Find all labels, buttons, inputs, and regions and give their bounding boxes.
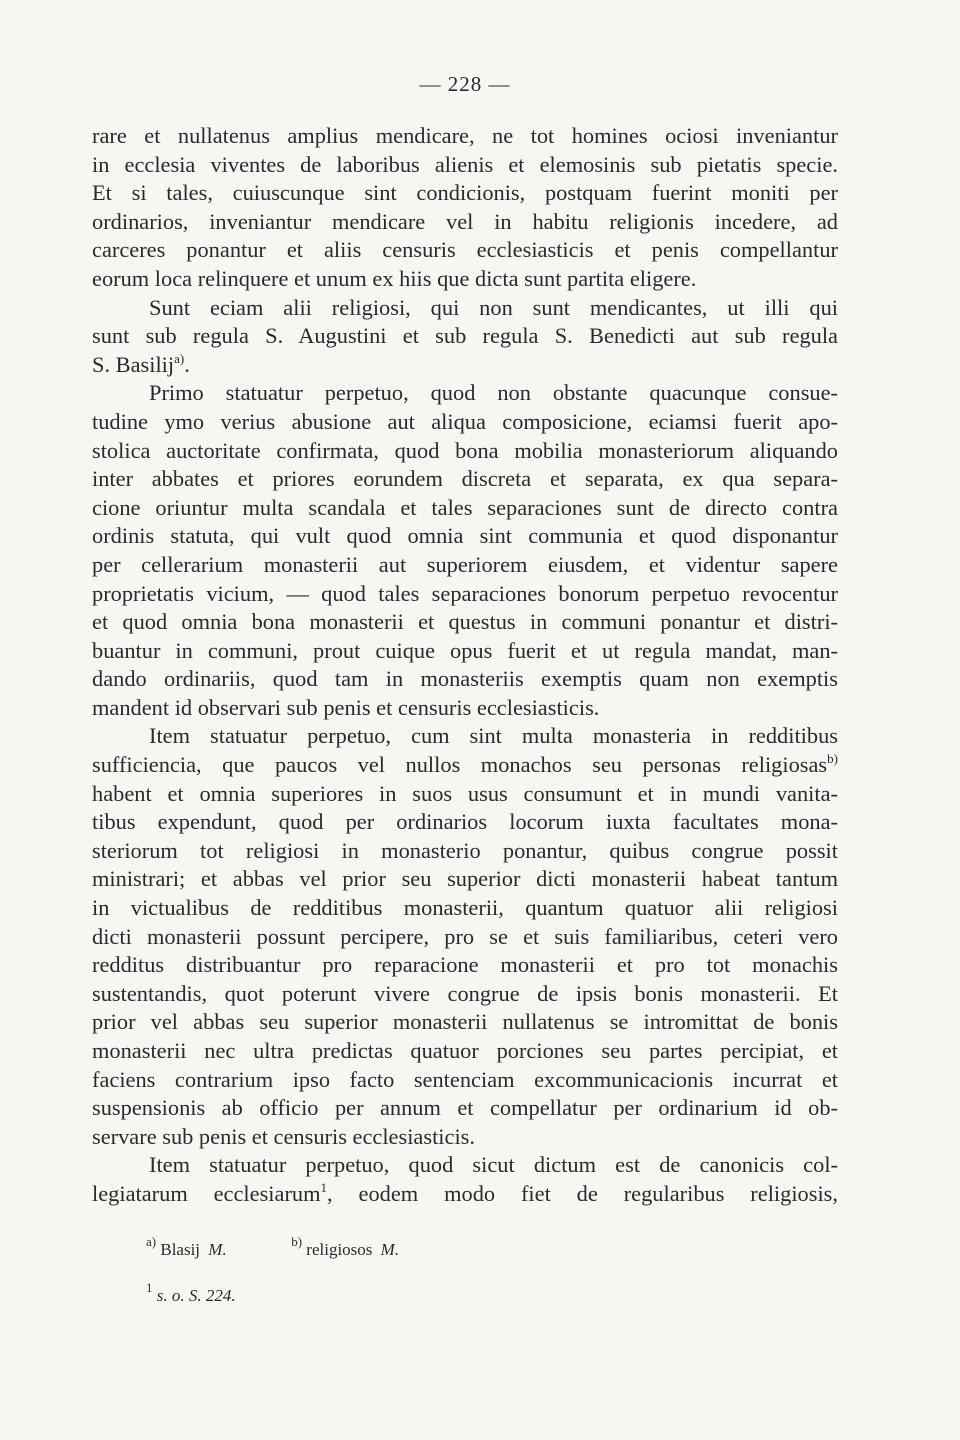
footnote-1-text: s. o. S. 224. <box>156 1286 236 1305</box>
line-text: dando ordinariis, quod tam in monasteriis exemptis quam non exemptis <box>92 666 838 692</box>
line-text: inter abbates et priores eorundem discreta et separata, ex qua separa- <box>92 466 838 492</box>
line-text: sustentandis, quot poterunt vivere congrue de ipsis bonis monasterii. Et <box>92 980 838 1006</box>
line-text: suspensionis ab officio per annum et compellatur per ordinarium id ob- <box>92 1095 838 1121</box>
line-text: Item statuatur perpetuo, quod sicut dictum est de canonicis col- <box>149 1152 838 1178</box>
line-text: tibus expendunt, quod per ordinarios locorum iuxta facultates mona- <box>92 809 838 835</box>
line-text: sufficiencia, que paucos vel nullos monachos seu personas religiosas <box>92 752 828 778</box>
text-line <box>92 580 838 609</box>
text-line <box>92 1180 838 1209</box>
line-text: carceres ponantur et aliis censuris ecclesiasticis et penis compellantur <box>92 237 838 263</box>
footnote-row-letters <box>146 1234 403 1260</box>
line-text: per cellerarium monasterii aut superiorem eiusdem, et videntur sapere <box>92 551 838 577</box>
line-text: mandent id observari sub penis et censuris ecclesiasticis. <box>92 694 600 720</box>
line-text: prior vel abbas seu superior monasterii nullatenus se intromittat de bonis <box>92 1009 838 1035</box>
line-text: dicti monasterii possunt percipere, pro se et suis familiaribus, ceteri vero <box>92 923 838 949</box>
line-text: buantur in communi, prout cuique opus fuerit et ut regula mandat, man- <box>92 637 838 663</box>
text-line <box>92 665 838 694</box>
line-tail: , eodem modo fiet de regularibus religiosis, <box>327 1180 838 1206</box>
text-line <box>92 208 838 237</box>
text-line <box>92 437 838 466</box>
text-line <box>92 122 838 151</box>
line-text: ordinarios, inveniantur mendicare vel in habitu religionis incedere, ad <box>92 208 838 234</box>
text-line <box>92 865 838 894</box>
text-line <box>92 408 838 437</box>
text-line <box>92 751 838 780</box>
line-text: monasterii nec ultra predictas quatuor porciones seu partes percipiat, et <box>92 1038 838 1063</box>
text-line <box>92 351 838 380</box>
footnote-a-source: M. <box>208 1240 227 1259</box>
line-text: in victualibus de redditibus monasterii, quantum quatuor alii religiosi <box>92 895 838 921</box>
text-line <box>92 808 838 837</box>
text-line <box>92 894 838 923</box>
footnote-ref: 1 <box>320 1179 328 1195</box>
footnote-a-text: Blasij <box>160 1240 201 1259</box>
text-line <box>92 1066 838 1095</box>
text-line <box>92 1008 838 1037</box>
footnote-row-numbers <box>146 1280 403 1306</box>
text-line <box>92 379 838 408</box>
text-line <box>92 151 838 180</box>
footnote-1-marker: 1 <box>146 1280 153 1295</box>
line-text: proprietatis vicium, — quod tales separaciones bonorum perpetuo revocentur <box>92 580 838 606</box>
footnote-ref: a) <box>174 350 185 366</box>
text-line <box>92 923 838 952</box>
line-text: redditus distribuantur pro reparacione monasterii et pro tot monachis <box>92 952 838 978</box>
text-line <box>92 780 838 809</box>
text-line <box>92 551 838 580</box>
line-text: Sunt eciam alii religiosi, qui non sunt mendicantes, ut illi qui <box>149 294 838 320</box>
page-number: — 228 — <box>419 72 511 96</box>
line-text: ministrari; et abbas vel prior seu superior dicti monasterii habeat tantum <box>92 866 838 892</box>
text-line <box>92 265 838 294</box>
line-text: rare et nullatenus amplius mendicare, ne tot homines ociosi inveniantur <box>92 123 838 148</box>
footnote-b-source: M. <box>380 1240 400 1259</box>
line-text: ordinis statuta, qui vult quod omnia sint communia et quod disponantur <box>92 523 838 549</box>
line-text: faciens contrarium ipso facto sentenciam excommunicacionis incurrat et <box>92 1066 838 1092</box>
text-line <box>92 1094 838 1123</box>
text-line <box>92 722 838 751</box>
text-line <box>92 322 838 351</box>
line-text: legiatarum ecclesiarum <box>92 1180 321 1206</box>
line-text: habent et omnia superiores in suos usus consumunt et in mundi vanita- <box>92 780 838 806</box>
line-text: Primo statuatur perpetuo, quod non obstante quacunque consue- <box>149 380 838 406</box>
text-line <box>92 522 838 551</box>
footnote-b-marker: b) <box>291 1234 303 1249</box>
text-line <box>92 1123 838 1152</box>
text-line <box>92 294 838 323</box>
footnote-b-text: religiosos <box>306 1240 373 1259</box>
text-line <box>92 236 838 265</box>
line-tail: . <box>184 351 190 377</box>
line-text: et quod omnia bona monasterii et questus in communi ponantur et distri- <box>92 609 838 635</box>
text-line <box>92 951 838 980</box>
footnotes <box>146 1234 403 1332</box>
line-text: eorum loca relinquere et unum ex hiis que dicta sunt partita eligere. <box>92 265 697 291</box>
line-text: servare sub penis et censuris ecclesiasticis. <box>92 1123 475 1149</box>
text-line <box>92 694 838 723</box>
text-line <box>92 1151 838 1180</box>
footnote-ref: b) <box>827 751 838 767</box>
text-line <box>92 980 838 1009</box>
footnote-a-marker: a) <box>146 1234 157 1249</box>
line-text: Item statuatur perpetuo, cum sint multa monasteria in redditibus <box>149 723 838 749</box>
line-text: sunt sub regula S. Augustini et sub regula S. Benedicti aut sub regula <box>92 323 838 349</box>
text-line <box>92 494 838 523</box>
line-text: S. Basilij <box>92 351 175 377</box>
text-line <box>92 465 838 494</box>
text-line <box>92 608 838 637</box>
line-text: steriorum tot religiosi in monasterio ponantur, quibus congrue possit <box>92 837 838 863</box>
text-line <box>92 637 838 666</box>
body-text <box>92 122 838 1209</box>
line-text: tudine ymo verius abusione aut aliqua composicione, eciamsi fuerit apo- <box>92 408 838 434</box>
line-text: stolica auctoritate confirmata, quod bona mobilia monasteriorum aliquando <box>92 437 838 463</box>
line-text: cione oriuntur multa scandala et tales separaciones sunt de directo contra <box>92 494 838 520</box>
line-text: in ecclesia viventes de laboribus alienis et elemosinis sub pietatis specie. <box>92 151 838 177</box>
text-line <box>92 1037 838 1066</box>
line-text: Et si tales, cuiuscunque sint condicionis, postquam fuerint moniti per <box>92 180 838 206</box>
text-line <box>92 179 838 208</box>
text-line <box>92 837 838 866</box>
